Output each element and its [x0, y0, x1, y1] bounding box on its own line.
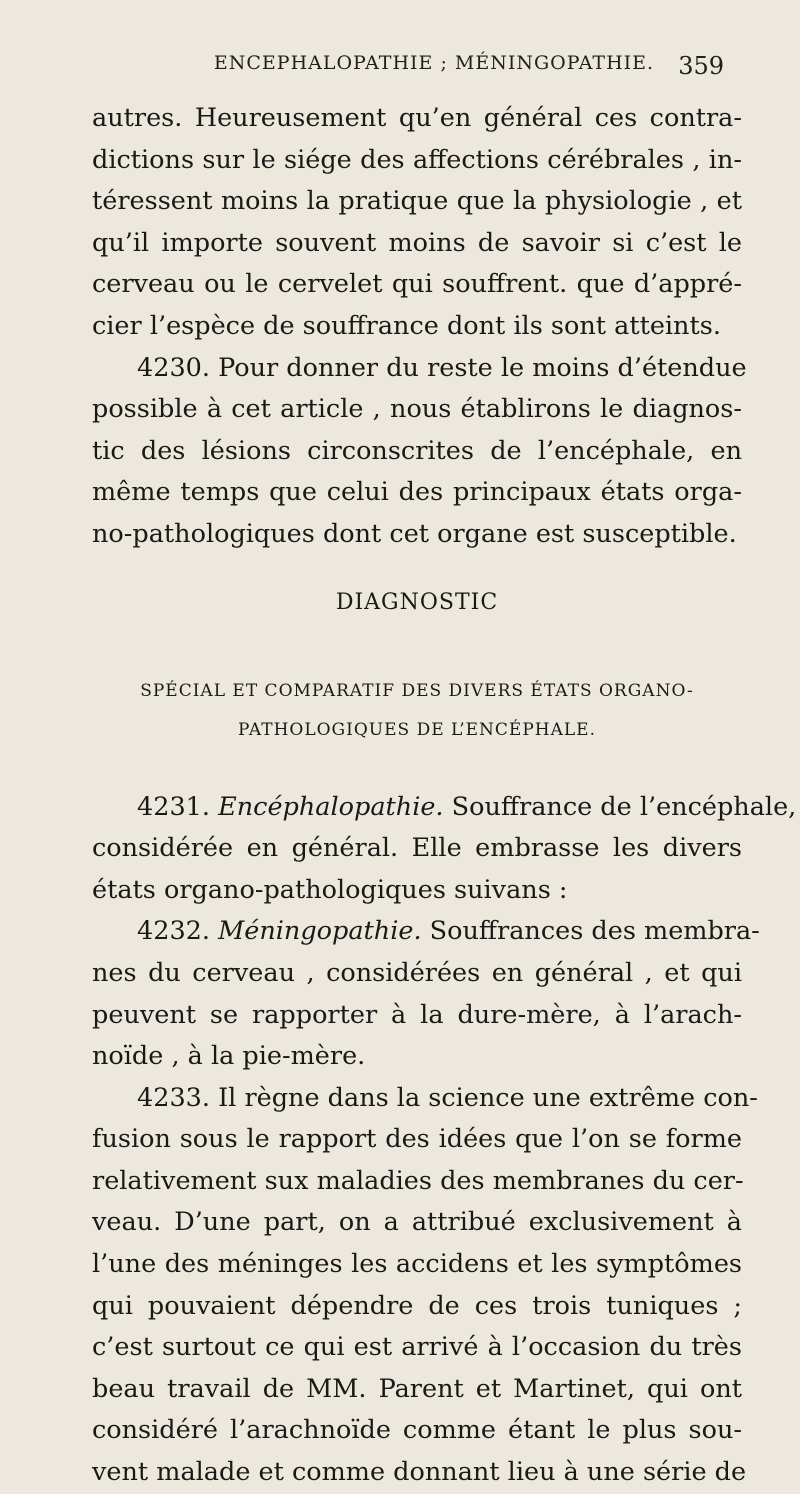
section-spacer — [92, 745, 742, 787]
text-run: Souffrance de l’encéphale, — [451, 791, 797, 822]
paragraph-4231 — [92, 787, 797, 912]
text-line — [92, 787, 797, 829]
text-line: 4230. Pour donner du reste le moins d’étendue — [137, 352, 747, 383]
text-line: qu’il importe souvent moins de savoir si c’est le — [92, 227, 742, 258]
text-line: peuvent se rapporter à la dure-mère, à l’arach- — [92, 999, 742, 1030]
running-head — [92, 52, 742, 98]
text-line: autres. Heureusement qu’en général ces contra- — [92, 103, 742, 133]
running-head-title: ENCEPHALOPATHIE ; MÉNINGOPATHIE. — [213, 52, 655, 74]
text-line: même temps que celui des principaux états orga- — [92, 477, 742, 508]
term-heading: Méningopathie. — [218, 916, 422, 947]
text-line: tic des lésions circonscrites de l’encéphale, en — [92, 435, 742, 466]
paragraph-4230 — [92, 348, 747, 556]
paragraph-4233 — [92, 1078, 758, 1494]
section-heading: DIAGNOSTIC — [335, 589, 499, 615]
text-line: no-pathologiques dont cet organe est susceptible. — [92, 518, 737, 549]
term-heading: Encéphalopathie. — [218, 791, 444, 822]
text-line: l’une des méninges les accidens et les symptômes — [92, 1249, 742, 1280]
paragraph-number: 4231. — [137, 791, 211, 822]
text-line — [92, 911, 760, 953]
paragraph-4232 — [92, 911, 760, 1077]
text-line: noïde , à la pie-mère. — [92, 1041, 366, 1072]
text-line: beau travail de MM. Parent et Martinet, qui ont — [92, 1373, 742, 1404]
page-number: 359 — [678, 52, 724, 80]
text-line: nes du cerveau , considérées en général , et qui — [92, 957, 742, 988]
text-line: considérée en général. Elle embrasse les divers — [92, 833, 742, 864]
section-subheading — [92, 676, 742, 745]
text-line: dictions sur le siége des affections cérébrales , in- — [92, 144, 742, 175]
text-line: relativement sux maladies des membranes du cer- — [92, 1165, 744, 1196]
text-line: états organo-pathologiques suivans : — [92, 874, 568, 905]
text-line: téressent moins la pratique que la physiologie , et — [92, 186, 742, 217]
text-line: vent malade et comme donnant lieu à une série de — [92, 1457, 747, 1488]
text-line: cerveau ou le cervelet qui souffrent. que d’appré- — [92, 269, 742, 300]
subheading-line: SPÉCIAL ET COMPARATIF DES DIVERS ÉTATS ORGANO- — [140, 680, 694, 701]
text-line: qui pouvaient dépendre de ces trois tuniques ; — [92, 1290, 742, 1321]
text-line: considéré l’arachnoïde comme étant le plus sou- — [92, 1415, 742, 1446]
paragraph-number: 4232. — [137, 916, 211, 947]
text-run: Souffrances des membra- — [429, 916, 760, 947]
paragraph-continuation — [92, 98, 742, 348]
text-line: 4233. Il règne dans la science une extrême con- — [137, 1082, 758, 1113]
text-line: fusion sous le rapport des idées que l’on se forme — [92, 1124, 742, 1155]
text-line: possible à cet article , nous établirons le diagnos- — [92, 394, 742, 425]
subheading-line: PATHOLOGIQUES DE L’ENCÉPHALE. — [238, 719, 596, 740]
text-line: c’est surtout ce qui est arrivé à l’occasion du très — [92, 1332, 742, 1363]
text-line: veau. D’une part, on a attribué exclusivement à — [92, 1207, 742, 1238]
text-line: cier l’espèce de souffrance dont ils sont atteints. — [92, 310, 721, 341]
